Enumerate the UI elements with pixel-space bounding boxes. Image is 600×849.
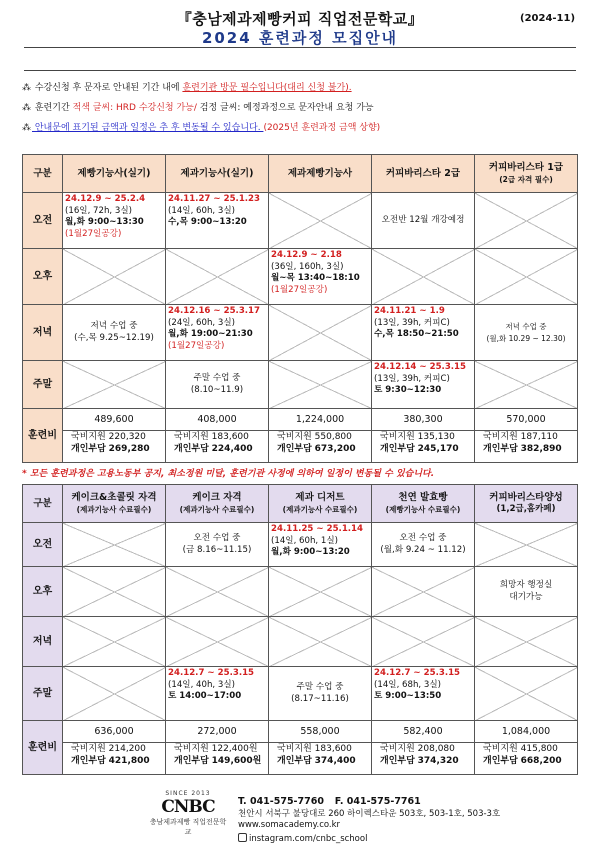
fee-detail: 국비지원 135,130 개인부담 245,170	[372, 431, 475, 463]
empty-cell	[63, 667, 166, 721]
row-label-evening: 저녁	[23, 617, 63, 667]
row-label-weekend: 주말	[23, 667, 63, 721]
course-cell: 오전 수업 중 (금 8.16~11.15)	[166, 523, 269, 567]
schedule-table-1	[22, 154, 578, 463]
title-divider-bottom	[24, 70, 576, 71]
row-label-morning: 오전	[23, 523, 63, 567]
header-pastry: 제과기능사(실기)	[166, 155, 269, 193]
fee-total: 582,400	[372, 721, 475, 743]
row-label-weekend: 주말	[23, 361, 63, 409]
header-barista-1: 커피바리스타 1급 (2급 자격 필수)	[475, 155, 578, 193]
fee-detail: 국비지원 415,800 개인부담 668,200	[475, 743, 578, 775]
fee-total: 380,300	[372, 409, 475, 431]
fee-detail-row	[23, 431, 578, 463]
notice-list	[22, 78, 582, 138]
page-subtitle: 2024 훈련과정 모집안내	[201, 29, 399, 47]
header-coffee-training: 커피바리스타양성 (1,2급,홈카페)	[475, 485, 578, 523]
header-dessert: 제과 디저트 (제과기능사 수료필수)	[269, 485, 372, 523]
fee-detail: 국비지원 220,320 개인부담 269,280	[63, 431, 166, 463]
course-cell: 24.12.7 ~ 25.3.15 (14일, 40h, 3실) 토 14:00~17:00	[166, 667, 269, 721]
header-bread: 제빵기능사(실기)	[63, 155, 166, 193]
fee-total: 1,084,000	[475, 721, 578, 743]
course-cell: 24.11.25 ~ 25.1.14 (14일, 60h, 1실) 월,화 9:00~13:20	[269, 523, 372, 567]
fee-total-row	[23, 409, 578, 431]
row-label-evening: 저녁	[23, 305, 63, 361]
empty-cell	[166, 249, 269, 305]
address: 천안시 서북구 불당대로 260 하이렉스타운 503호, 503-1호, 503-3호	[238, 808, 501, 819]
fee-total: 1,224,000	[269, 409, 372, 431]
contact-info	[238, 796, 500, 845]
issue-date: (2024-11)	[520, 13, 576, 24]
course-cell: 주말 수업 중 (8.10~11.9)	[166, 361, 269, 409]
table-row	[23, 305, 578, 361]
empty-cell	[269, 305, 372, 361]
course-cell: 24.11.21 ~ 1.9 (13일, 39h, 커피C) 수,목 18:50~21:50	[372, 305, 475, 361]
fee-detail: 국비지원 550,800 개인부담 673,200	[269, 431, 372, 463]
empty-cell	[269, 193, 372, 249]
course-cell: 24.12.7 ~ 25.3.15 (14일, 68h, 3실) 토 9:00~13:50	[372, 667, 475, 721]
bullet-icon: ⁂	[22, 123, 31, 133]
course-cell: 희망자 행정실 대기가능	[475, 567, 578, 617]
empty-cell	[63, 249, 166, 305]
fee-detail: 국비지원 214,200 개인부담 421,800	[63, 743, 166, 775]
empty-cell	[269, 361, 372, 409]
course-cell: 24.12.9 ~ 25.2.4 (16일, 72h, 3실) 월,화 9:00~13:30 (1월27일공강)	[63, 193, 166, 249]
table-row	[23, 523, 578, 567]
empty-cell	[372, 249, 475, 305]
empty-cell	[269, 567, 372, 617]
empty-cell	[269, 617, 372, 667]
empty-cell	[475, 361, 578, 409]
instagram-link[interactable]: instagram.com/cnbc_school	[238, 832, 500, 846]
table-header-row	[23, 485, 578, 523]
bullet-icon: ⁂	[22, 83, 31, 93]
row-label-fee: 훈련비	[23, 721, 63, 775]
fee-total: 636,000	[63, 721, 166, 743]
bullet-icon: ⁂	[22, 103, 31, 113]
course-cell: 24.12.16 ~ 25.3.17 (24일, 60h, 3실) 월,화 19:00~21:30 (1월27일공강)	[166, 305, 269, 361]
notice-item: ⁂ 수강신청 후 문자로 안내된 기간 내에 훈련기관 방문 필수입니다(대리 신청 불가).	[22, 78, 582, 98]
row-label-afternoon: 오후	[23, 249, 63, 305]
table-row	[23, 249, 578, 305]
fee-total: 558,000	[269, 721, 372, 743]
fee-detail: 국비지원 208,080 개인부담 374,320	[372, 743, 475, 775]
fee-detail: 국비지원 187,110 개인부담 382,890	[475, 431, 578, 463]
schedule-table-2	[22, 484, 578, 775]
school-logo: SINCE 2013 CNBC 충남제과제빵 직업전문학교	[149, 790, 227, 836]
schedule-change-notice: * 모든 훈련과정은 고용노동부 공지, 최소정원 미달, 훈련기관 사정에 의하여 일정이 변동될 수 있습니다.	[22, 469, 435, 479]
fee-total: 489,600	[63, 409, 166, 431]
empty-cell	[372, 567, 475, 617]
row-label-afternoon: 오후	[23, 567, 63, 617]
header-category: 구분	[23, 155, 63, 193]
course-cell: 24.12.14 ~ 25.3.15 (13일, 39h, 커피C) 토 9:30~12:30	[372, 361, 475, 409]
empty-cell	[166, 567, 269, 617]
header-category: 구분	[23, 485, 63, 523]
course-cell: 24.11.27 ~ 25.1.23 (14일, 60h, 3실) 수,목 9:00~13:20	[166, 193, 269, 249]
empty-cell	[475, 523, 578, 567]
course-cell: 저녁 수업 중 (수,목 9.25~12.19)	[63, 305, 166, 361]
empty-cell	[63, 523, 166, 567]
fee-detail: 국비지원 183,600 개인부담 224,400	[166, 431, 269, 463]
empty-cell	[475, 193, 578, 249]
empty-cell	[63, 361, 166, 409]
course-cell: 오전반 12월 개강예정	[372, 193, 475, 249]
page-title: 『충남제과제빵커피 직업전문학교』	[176, 10, 424, 28]
empty-cell	[475, 667, 578, 721]
header-cake: 케이크 자격 (제과기능사 수료필수)	[166, 485, 269, 523]
notice-item: ⁂ 안내문에 표기된 금액과 일정은 추 후 변동될 수 있습니다. (2025년 훈련과정 금액 상향)	[22, 118, 582, 138]
instagram-icon	[238, 833, 247, 842]
phone-number: T. 041-575-7760	[238, 796, 324, 807]
fee-total: 570,000	[475, 409, 578, 431]
fee-total-row	[23, 721, 578, 743]
fee-detail-row	[23, 743, 578, 775]
table-row	[23, 193, 578, 249]
website-link[interactable]: www.somacademy.co.kr	[238, 820, 341, 830]
header-natural-bread: 천연 발효빵 (제빵기능사 수료필수)	[372, 485, 475, 523]
table-row	[23, 667, 578, 721]
course-cell: 오전 수업 중 (월,화 9.24 ~ 11.12)	[372, 523, 475, 567]
empty-cell	[475, 617, 578, 667]
header-cake-choc: 케이크&초콜릿 자격 (제과기능사 수료필수)	[63, 485, 166, 523]
fee-total: 408,000	[166, 409, 269, 431]
header-pastry-bread: 제과제빵기능사	[269, 155, 372, 193]
empty-cell	[475, 249, 578, 305]
empty-cell	[63, 567, 166, 617]
empty-cell	[372, 617, 475, 667]
empty-cell	[166, 617, 269, 667]
fee-total: 272,000	[166, 721, 269, 743]
fee-detail: 국비지원 183,600 개인부담 374,400	[269, 743, 372, 775]
header-barista-2: 커피바리스타 2급	[372, 155, 475, 193]
notice-item: ⁂ 훈련기간 적색 글씨: HRD 수강신청 가능/ 검정 글씨: 예정과정으로 문자안내 요청 가능	[22, 98, 582, 118]
table-row	[23, 567, 578, 617]
fax-number: F. 041-575-7761	[334, 796, 421, 807]
course-cell: 주말 수업 중 (8.17~11.16)	[269, 667, 372, 721]
row-label-morning: 오전	[23, 193, 63, 249]
title-divider	[24, 47, 576, 48]
table-row	[23, 617, 578, 667]
table-header-row	[23, 155, 578, 193]
course-cell: 저녁 수업 중 (월,화 10.29 ~ 12.30)	[475, 305, 578, 361]
fee-detail: 국비지원 122,400원 개인부담 149,600원	[166, 743, 269, 775]
row-label-fee: 훈련비	[23, 409, 63, 463]
empty-cell	[63, 617, 166, 667]
table-row	[23, 361, 578, 409]
course-cell: 24.12.9 ~ 2.18 (36일, 160h, 3실) 월~목 13:40~18:10 (1월27일공강)	[269, 249, 372, 305]
